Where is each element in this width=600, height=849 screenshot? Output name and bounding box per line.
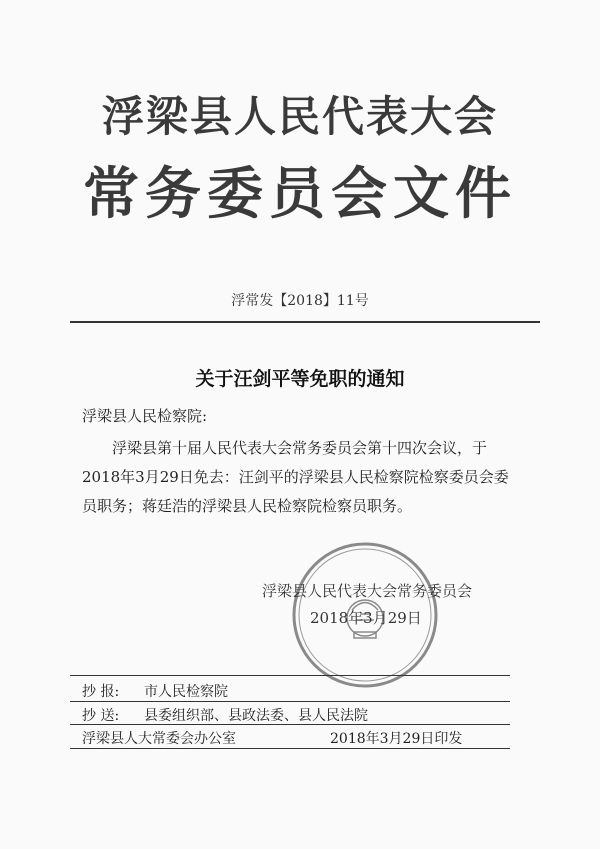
copy-to-value: 县委组织部、县政法委、县人民法院 bbox=[144, 708, 368, 724]
issued-date: 2018年3月29日印发 bbox=[330, 731, 463, 747]
footer-rule bbox=[70, 748, 510, 749]
body-paragraph: 浮梁县第十届人民代表大会常务委员会第十四次会议，于2018年3月29日免去：汪剑平的浮梁县人民检察院检察委员会委员职务；蒋廷浩的浮梁县人民检察院检察员职务。 bbox=[82, 439, 509, 515]
issuer-office: 浮梁县人大常委会办公室 bbox=[82, 731, 236, 747]
header-divider bbox=[70, 321, 540, 323]
report-to-value: 市人民检察院 bbox=[144, 684, 228, 700]
header-org-name: 浮梁县人民代表大会 bbox=[101, 92, 498, 141]
addressee: 浮梁县人民检察院: bbox=[82, 407, 208, 425]
distribution-bottom-rule bbox=[70, 724, 510, 725]
report-label: 抄 报: bbox=[82, 684, 120, 700]
header-doc-type: 常务委员会文件 bbox=[83, 162, 517, 227]
distribution-mid-rule bbox=[70, 701, 510, 702]
body-text bbox=[82, 434, 522, 521]
report-to-row bbox=[82, 681, 228, 701]
document-title: 关于汪剑平等免职的通知 bbox=[195, 368, 405, 390]
copy-label: 抄 送: bbox=[82, 708, 120, 724]
copy-to-row bbox=[82, 705, 368, 725]
signature-organization: 浮梁县人民代表大会常务委员会 bbox=[262, 582, 473, 600]
signature-date: 2018年3月29日 bbox=[310, 609, 422, 627]
document-number: 浮常发【2018】11号 bbox=[231, 293, 369, 309]
distribution-top-rule bbox=[70, 675, 510, 676]
